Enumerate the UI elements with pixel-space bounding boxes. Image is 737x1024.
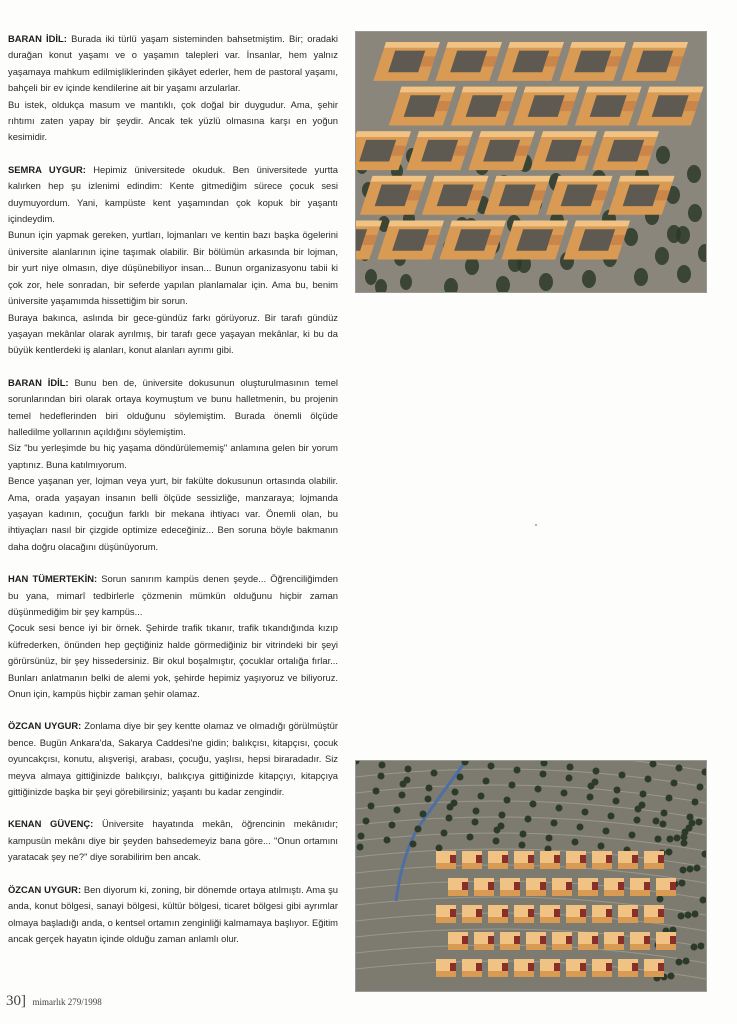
paragraph-text: Sorun sanırım kampüs denen şeyde... Öğrenciliğimden bu yana, mimarî tedbirlerle çözmenin mümkün olduğunu hiçbir zaman düşünmediğim bir şey kampüs...	[8, 573, 339, 617]
paragraph-text: Bunun için yapmak gereken, yurtları, lojmanları ve kentin bazı başka ögelerini üniversite alanlarının içine taşımak olabilir. Bir bölümün arkasında bir lojman, bir yurt niye olmasın, diye düşünebiliyor insan... Bunun organizasyonu tabii ki çok zor, hele sonradan, bir seferde yapılan planlamalar için. Ama bu, benim üniversite yaşamımda hissettiğim bir sorun.	[8, 229, 338, 307]
speaker-name: BARAN İDİL:	[8, 33, 67, 44]
paragraph-text: Çocuk sesi bence iyi bir örnek. Şehirde trafik tıkanır, trafik tıkandığında kızıp küfrederken, önünden hep geçtiğiniz halde görmediğiniz bir vitrindeki bir şeyi görürsünüz, bir şey hissedersiniz. Bir okul boşalmıştır, çocuklar ortalığa fırlar... Bunları anlatmanın belki de alemi yok, şehirde hepimiz yaşıyoruz ve biliyoruz. Onun için, kampüs hiçbir zaman şehir olamaz.	[8, 622, 338, 700]
paragraph-text: Bu istek, oldukça masum ve mantıklı, çok doğal bir duygudur. Ama, şehir rıhtımı zaten yapay bir şeydir. Ancak tek yüzlü olmasına karşı en yoğun kesimidir.	[8, 98, 338, 143]
paragraph	[8, 882, 338, 948]
paragraph-text: Ben diyorum ki, zoning, bir dönemde ortaya atılmıştı. Ama şu anda, konut bölgesi, sanayi bölgesi, kültür bölgesi, ticaret bölgesi gibi ayrımlar olmaya başladığı anda, o kentsel ortamın zenginliği kalmamaya başlıyor. Eğitim ancak gerçek hayatın içinde olduğu zaman anlamlı olur.	[8, 883, 338, 944]
speaker-block	[8, 816, 338, 865]
magazine-issue: mimarlık 279/1998	[32, 997, 102, 1007]
paragraph	[8, 620, 338, 702]
speaker-name: SEMRA UYGUR:	[8, 163, 86, 175]
speaker-block	[8, 31, 338, 146]
campus-model-photo-top	[355, 31, 707, 293]
paragraph	[8, 97, 338, 146]
paragraph	[8, 227, 338, 309]
speaker-name: ÖZCAN UYGUR:	[8, 720, 82, 732]
paragraph	[8, 375, 338, 441]
paragraph-text: Burada iki türlü yaşam sisteminden bahsetmiştim. Bir; oradaki durağan konut yaşamı ve o yaşamın talepleri var. İnsanlar, hem yalnız yaşamaya mahkum edilmişliklerinden şikâyet ederler, hem de pastoral yaşamı, bahçeli bir ev içinde kendilerine ait bir yaşamı arzularlar.	[8, 33, 338, 94]
stray-mark	[535, 524, 537, 526]
speaker-name: BARAN İDİL:	[8, 376, 69, 388]
paragraph	[8, 310, 338, 359]
page-number: 30]	[6, 993, 26, 1009]
paragraph-text: Siz "bu yerleşimde bu hiç yaşama döndürülememiş" anlamına gelen bir yorum yaptınız. Buna katılmıyorum.	[8, 442, 338, 470]
speaker-block	[8, 882, 338, 948]
paragraph-text: Buraya bakınca, aslında bir gece-gündüz farkı görüyoruz. Bir tarafı gündüz yaşayan mekânlar olarak ayrılmış, bir tarafı gece yaşayan mekânlar, ki bu da büyük kentlerdeki iş alanları, konut alanları ayrımı gibi.	[8, 311, 338, 356]
paragraph	[8, 31, 338, 97]
paragraph-text: Bence yaşanan yer, lojman veya yurt, bir fakülte dokusunun ortasında olabilir. Ama, orada yaşayan insanın belli ölçüde sessizliğe, manzaraya; lojmanda yaşayan kadının, çocuğun farklı bir mekana ihtiyacı var. Önemli olan, bu ihtiyaçları nasıl bir çizgide optimize edeceğiniz... Ben soruna böyle bakmanın daha doğru olacağını düşünüyorum.	[8, 475, 338, 552]
speaker-name: KENAN GÜVENÇ:	[8, 818, 94, 830]
paragraph-text: Zonlama diye bir şey kentte olamaz ve olmadığı görülmüştür bence. Bugün Ankara'da, Sakarya Caddesi'ne gidin; balıkçısı, kitapçısı, çocuk oyuncakçısı, konutu, alışverişi, arabası, çocuğu, yaşlısı, hepsi biraradadır. Siz meyva almaya gittiğinizde balıkçıyı, balıkçıya gittiğinizde kitapçıyı, kitapçıya gittiğinizde başka bir şeyi görebilirsiniz; yaşantı bu kadar zengindir.	[8, 720, 338, 798]
speaker-name: HAN TÜMERTEKİN:	[8, 573, 98, 585]
paragraph	[8, 718, 338, 800]
page-footer	[6, 993, 102, 1010]
paragraph	[8, 162, 338, 228]
speaker-block	[8, 571, 338, 702]
paragraph	[8, 473, 338, 555]
speaker-name: ÖZCAN UYGUR:	[8, 883, 82, 895]
paragraph-text: Hepimiz üniversitede okuduk. Ben üniversitede yurtta kalırken hep şu izlenimi edindim: Kente gitmediğim sürece çocuk sesi duymuyordum. Yani, kampüste kent yaşamından çok kopuk bir yaşantı içindeydim.	[8, 163, 339, 225]
campus-model-photo-bottom	[355, 760, 707, 992]
architectural-model-image	[356, 32, 706, 292]
speaker-block	[8, 718, 338, 800]
paragraph	[8, 571, 338, 620]
paragraph	[8, 440, 338, 473]
speaker-block	[8, 162, 338, 359]
paragraph-text: Bunu ben de, üniversite dokusunun oluşturulmasının temel sorunlarından biri olarak ortaya koymuştum ve bunu halletmenin, bu projenin temel hedeflerinden biri olduğunu söylemiştim. Burada önemli ölçüde halledilme yollarının açıldığını söylemiştim.	[8, 376, 338, 437]
paragraph	[8, 816, 338, 865]
site-model-image	[356, 761, 706, 991]
paragraph-text: Üniversite hayatında mekân, öğrencinin mekânıdır; kampusün mekânı diye bir şeyden bahsedemeyiz bana göre... "Onun ortamını yaratacak şey ne?" diye sorabilirim ben ancak.	[8, 818, 338, 863]
article-text	[8, 31, 338, 963]
speaker-block	[8, 375, 338, 555]
